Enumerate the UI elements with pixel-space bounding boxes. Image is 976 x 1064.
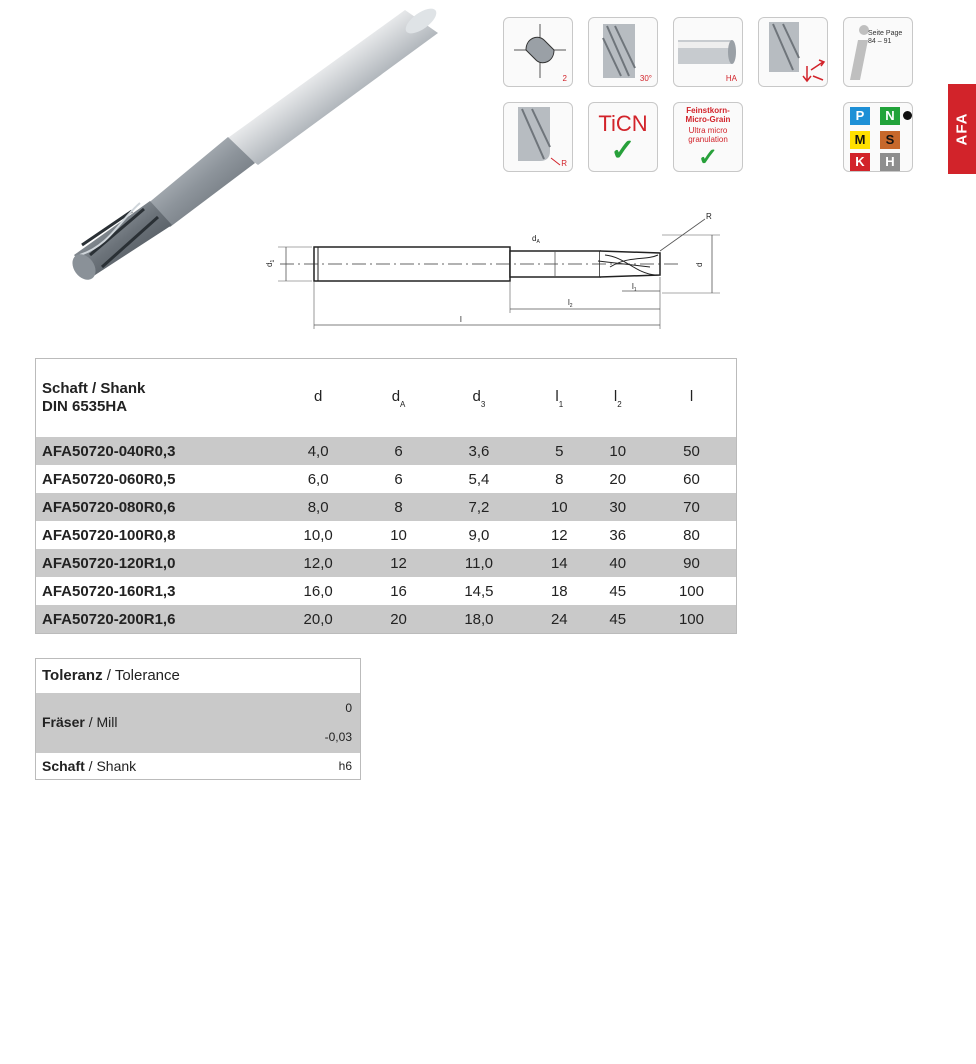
col-header: $l_1$ xyxy=(530,359,588,438)
svg-text:d1: $d_1$ xyxy=(265,259,276,267)
table-header-row xyxy=(36,359,737,438)
table-cell: 80 xyxy=(647,521,737,549)
table-cell: 100 xyxy=(647,577,737,605)
article-code: AFA50720-060R0,5 xyxy=(36,465,268,493)
table-cell: 6 xyxy=(369,437,427,465)
tolerance-title: Toleranz / Tolerance xyxy=(36,659,360,693)
col-header: l xyxy=(647,359,737,438)
table-cell: 70 xyxy=(647,493,737,521)
svg-text:dA: $d_A$ xyxy=(532,234,540,245)
table-cell: 20 xyxy=(369,605,427,634)
mill-upper-tolerance: 0 xyxy=(345,701,352,715)
col-header: $d_A$ xyxy=(369,359,427,438)
table-row xyxy=(36,465,737,493)
table-cell: 50 xyxy=(647,437,737,465)
grain-en-line1: Ultra micro xyxy=(688,126,728,135)
table-row xyxy=(36,493,737,521)
side-tab-afa: AFA xyxy=(948,84,976,174)
article-code: AFA50720-040R0,3 xyxy=(36,437,268,465)
table-cell: 10 xyxy=(589,437,647,465)
table-row xyxy=(36,577,737,605)
table-cell: 5,4 xyxy=(428,465,530,493)
article-code: AFA50720-120R1,0 xyxy=(36,549,268,577)
col-header: $d_3$ xyxy=(428,359,530,438)
info-note-line2: 84 – 91 xyxy=(868,38,892,45)
article-code: AFA50720-080R0,6 xyxy=(36,493,268,521)
tolerance-mill-row: Fräser / Mill 0 -0,03 xyxy=(36,693,360,753)
svg-text:R: R xyxy=(706,212,712,221)
coating-ticn-icon xyxy=(588,102,658,172)
dimensions-table xyxy=(35,358,737,634)
corner-radius-icon: R xyxy=(503,102,573,172)
table-cell: 18 xyxy=(530,577,588,605)
table-cell: 16 xyxy=(369,577,427,605)
shank-standard-header xyxy=(36,359,268,438)
recommended-dot-icon xyxy=(903,111,912,120)
flutes-icon: 2 xyxy=(503,17,573,87)
helix-angle-icon: 30° xyxy=(588,17,658,87)
table-cell: 6,0 xyxy=(267,465,369,493)
mill-lower-tolerance: -0,03 xyxy=(324,730,352,744)
info-note-line1: Seite Page xyxy=(868,30,903,37)
table-cell: 8 xyxy=(369,493,427,521)
table-cell: 60 xyxy=(647,465,737,493)
iso-material-k: K xyxy=(850,153,870,171)
table-row xyxy=(36,605,737,634)
table-cell: 12 xyxy=(530,521,588,549)
iso-material-h: H xyxy=(880,153,900,171)
table-cell: 36 xyxy=(589,521,647,549)
iso-material-grid xyxy=(843,102,913,172)
table-cell: 30 xyxy=(589,493,647,521)
table-row xyxy=(36,521,737,549)
table-cell: 40 xyxy=(589,549,647,577)
cutting-direction-icon xyxy=(758,17,828,87)
table-cell: 11,0 xyxy=(428,549,530,577)
svg-text:l2: $l_2$ xyxy=(568,298,573,309)
table-cell: 8,0 xyxy=(267,493,369,521)
check-icon: ✓ xyxy=(610,134,636,167)
tolerance-shank-row: Schaft / Shank h6 xyxy=(36,753,360,779)
table-cell: 12 xyxy=(369,549,427,577)
table-cell: 10,0 xyxy=(267,521,369,549)
table-cell: 4,0 xyxy=(267,437,369,465)
svg-text:l: l xyxy=(460,315,462,324)
table-cell: 3,6 xyxy=(428,437,530,465)
table-cell: 7,2 xyxy=(428,493,530,521)
shank-ha-icon: HA xyxy=(673,17,743,87)
check-icon: ✓ xyxy=(697,144,719,171)
micro-grain-icon xyxy=(673,102,743,172)
grain-en-line2: granulation xyxy=(688,135,728,144)
iso-material-n: N xyxy=(880,107,900,125)
article-code: AFA50720-200R1,6 xyxy=(36,605,268,634)
svg-text:l1: $l_1$ xyxy=(632,282,637,293)
shank-tolerance: h6 xyxy=(338,759,352,773)
iso-material-p: P xyxy=(850,107,870,125)
table-cell: 90 xyxy=(647,549,737,577)
col-header: $l_2$ xyxy=(589,359,647,438)
grain-de-line1: Feinstkorn- xyxy=(686,106,730,115)
col-header: d xyxy=(267,359,369,438)
table-cell: 14 xyxy=(530,549,588,577)
article-code: AFA50720-100R0,8 xyxy=(36,521,268,549)
table-cell: 14,5 xyxy=(428,577,530,605)
table-cell: 8 xyxy=(530,465,588,493)
table-cell: 45 xyxy=(589,605,647,634)
table-cell: 18,0 xyxy=(428,605,530,634)
table-cell: 24 xyxy=(530,605,588,634)
table-cell: 10 xyxy=(369,521,427,549)
table-cell: 5 xyxy=(530,437,588,465)
info-icon xyxy=(843,17,913,87)
table-cell: 16,0 xyxy=(267,577,369,605)
header-line2: DIN 6535HA xyxy=(42,398,128,415)
grain-de-line2: Micro-Grain xyxy=(685,115,731,124)
table-cell: 10 xyxy=(530,493,588,521)
coating-label: TiCN xyxy=(598,111,648,136)
technical-drawing xyxy=(250,195,730,335)
table-row xyxy=(36,437,737,465)
table-cell: 100 xyxy=(647,605,737,634)
table-cell: 20,0 xyxy=(267,605,369,634)
svg-text:d: d xyxy=(695,262,704,267)
table-cell: 6 xyxy=(369,465,427,493)
table-row xyxy=(36,549,737,577)
iso-material-s: S xyxy=(880,131,900,149)
table-cell: 12,0 xyxy=(267,549,369,577)
article-code: AFA50720-160R1,3 xyxy=(36,577,268,605)
iso-material-m: M xyxy=(850,131,870,149)
header-line1: Schaft / Shank xyxy=(42,380,146,397)
table-cell: 45 xyxy=(589,577,647,605)
table-cell: 20 xyxy=(589,465,647,493)
tolerance-table xyxy=(35,658,361,780)
table-cell: 9,0 xyxy=(428,521,530,549)
